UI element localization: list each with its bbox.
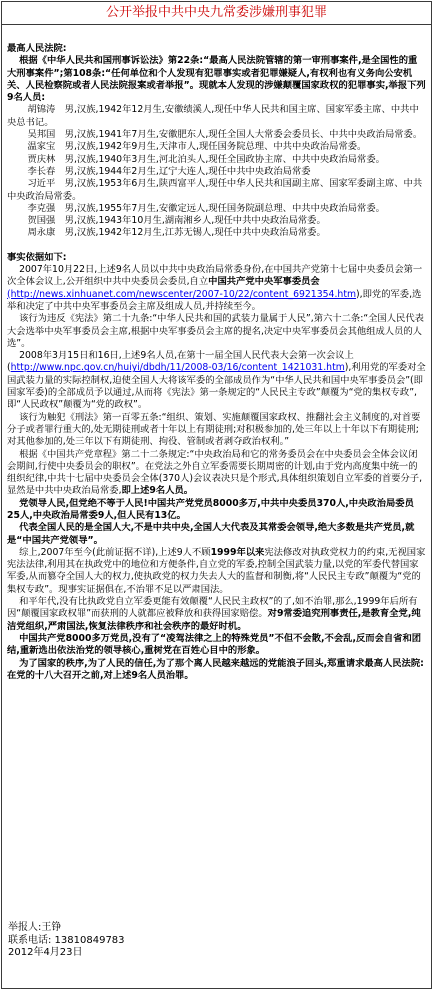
person-entry: 贺国强 男,汉族,1943年10月生,湖南湘乡人,现任中共中央政治局常委。: [27, 215, 326, 227]
reporter-name: 举报人:王铮: [8, 922, 62, 933]
fact-paragraph: 2008年3月15日和16日,上述9名人员,在第十一届全国人民代表大会第一次会议上(http://www.npc.gov.cn/huiyi/dbdh/11/2008-03/16/content_1421031.htm),利用党的军委对全国武装力量的实际控制权,迫使全国人大将该军委的全部成员作为“中华人民共和国中央军事委员会”(即国家军委)的全部成员予以通过,从而将《宪法》第一条规定的“人民民主专政”颠覆为“党的集权专政”,即“人民政权”颠覆为“党的政权”。: [7, 350, 426, 411]
person-entry: 周永康 男,汉族,1942年12月生,江苏无锡人,现任中共中央政治局常委。: [27, 227, 326, 239]
report-date: 2012年4月23日: [8, 947, 83, 959]
person-entry: 习近平 男,汉族,1953年6月生,陕西富平人,现任中华人民共和国副主席、国家军委副主席、中共中央政治局常委。: [7, 178, 423, 202]
xinhuanet-link[interactable]: (http://news.xinhuanet.com/newscenter/2007-10/22/content_6921354.htm: [7, 288, 357, 300]
person-entry: 胡锦涛 男,汉族,1942年12月生,安徽绩溪人,现任中华人民共和国主席、国家军委主席、中共中央总书记。: [7, 104, 419, 128]
fact-paragraph: 该行为触犯《刑法》第一百零五条:“组织、策划、实施颠覆国家政权、推翻社会主义制度的,对首要分子或者罪行重大的,处无期徒刑或者十年以上有期徒刑;对积极参加的,处三年以上十年以下有期徒刑;对其他参加的,处三年以下有期徒刑、拘役、管制或者剥夺政治权利。”: [7, 411, 421, 448]
spacer: [7, 240, 426, 252]
document-body: [2, 25, 431, 682]
signature-block: [8, 922, 125, 960]
fact-paragraph: 和平年代,没有比执政党自立军委更能有效颠覆“人民民主政权”的了,如不治罪,那么,1999年后所有因“颠覆国家政权罪”而获刑的人就都应被释放和获得国家赔偿。对9常委追究刑事责任,是教育全党,纯洁党组织,严肃国法,恢复法律秩序和社会秩序的最好时机。: [7, 596, 421, 632]
legal-basis-paragraph: 根据《中华人民共和国刑事诉讼法》第22条:“最高人民法院管辖的第一审刑事案件,是全国性的重大刑事案件”;第108条:“任何单位和个人发现有犯罪事实或者犯罪嫌疑人,有权利也有义务向公安机关、人民检察院或者人民法院报案或者举报”。现就本人发现的涉嫌颠覆国家政权的犯罪事实,举报下列9名人员:: [7, 55, 426, 104]
page-title: 公开举报中共中央九常委涉嫌刑事犯罪: [2, 2, 431, 25]
fact-paragraph: 根据《中国共产党章程》第二十二条规定:“中央政治局和它的常务委员会在中央委员会全体会议闭会期间,行使中央委员会的职权”。在党法之外自立军委需要长期周密的计划,由于党内高度集中统一的组织纪律,中共十七届中央委员会全体(370人)会议表决只是个形式,具体组织策划自立军委的首要分子,显然是中共中央政治局常委,即上述9名人员。: [7, 448, 423, 497]
person-entry: 李长春 男,汉族,1944年2月生,辽宁大连人,现任中共中央政治局常委: [27, 165, 311, 177]
fact-paragraph: 该行为违反《宪法》第二十九条:“中华人民共和国的武装力量属于人民”,第六十二条:“全国人民代表大会选举中央军事委员会主席,根据中央军事委员会主席的提名,决定中央军事委员会其他组成人员的人选”。: [7, 313, 424, 349]
document-frame: [1, 1, 432, 989]
fact-paragraph: 综上,2007年至今(此前证据不详),上述9人不顾1999年以来宪法修改对执政党权力的约束,无视国家宪法法律,利用其在执政党中的地位和方便条件,自立党的军委,控制全国武装力量,以党的军委代替国家军委,从而篡夺全国人大的权力,使执政党的权力失去人大的监督和制衡,将“人民民主专政”颠覆为“党的集权专政”。现事实证据俱在,不治罪不足以严肃国法。: [7, 546, 426, 595]
person-entry: 李克强 男,汉族,1955年7月生,安徽定远人,现任国务院副总理、中共中央政治局常委。: [27, 202, 385, 214]
addressee: 最高人民法院:: [7, 43, 67, 54]
fact-paragraph: 中国共产党8000多万党员,没有了“凌驾法律之上的特殊党员”不但不会散,不会乱,反而会自省和团结,重新选出依法治党的领导核心,重树党在百姓心目中的形象。: [7, 632, 422, 657]
person-entry: 吴邦国 男,汉族,1941年7月生,安徽肥东人,现任全国人大常委会委员长、中共中央政治局常委。: [27, 129, 423, 141]
npc-link[interactable]: http://www.npc.gov.cn/huiyi/dbdh/11/2008-03/16/content_1421031.htm: [10, 362, 345, 374]
person-entry: 贾庆林 男,汉族,1940年3月生,河北泊头人,现任全国政协主席、中共中央政治局常委。: [27, 153, 385, 165]
fact-paragraph: 代表全国人民的是全国人大,不是中共中央,全国人大代表及其常委会领导,绝大多数是共产党员,就是“中国共产党领导”。: [7, 522, 415, 546]
person-entry: 温家宝 男,汉族,1942年9月生,天津市人,现任国务院总理、中共中央政治局常委。: [27, 141, 367, 153]
fact-paragraph: 党领导人民,但党绝不等于人民!中国共产党党员8000多万,中共中央委员370人,中央政治局委员25人,中央政治局常委9人,但人民有13亿。: [7, 497, 414, 521]
fact-paragraph: 为了国家的秩序,为了人民的信任,为了那个离人民越来越远的党能浪子回头,郑重请求最高人民法院:在党的十八大召开之前,对上述9名人员治罪。: [7, 657, 424, 681]
facts-heading: 事实依据如下:: [7, 251, 67, 263]
contact-phone: 联系电话: 13810849783: [8, 934, 125, 946]
fact-paragraph: 2007年10月22日,上述9名人员以中共中央政治局常委身份,在中国共产党第十七届中央委员会第一次全体会议上,公开组织中共中央委员会委员,自立中国共产党中央军事委员会(http://news.xinhuanet.com/newscenter/2007-10/22/content_6921354.htm),即党的军委,选举和决定了中共中央军事委员会主席及组成人员,并持续至今。: [7, 264, 423, 312]
